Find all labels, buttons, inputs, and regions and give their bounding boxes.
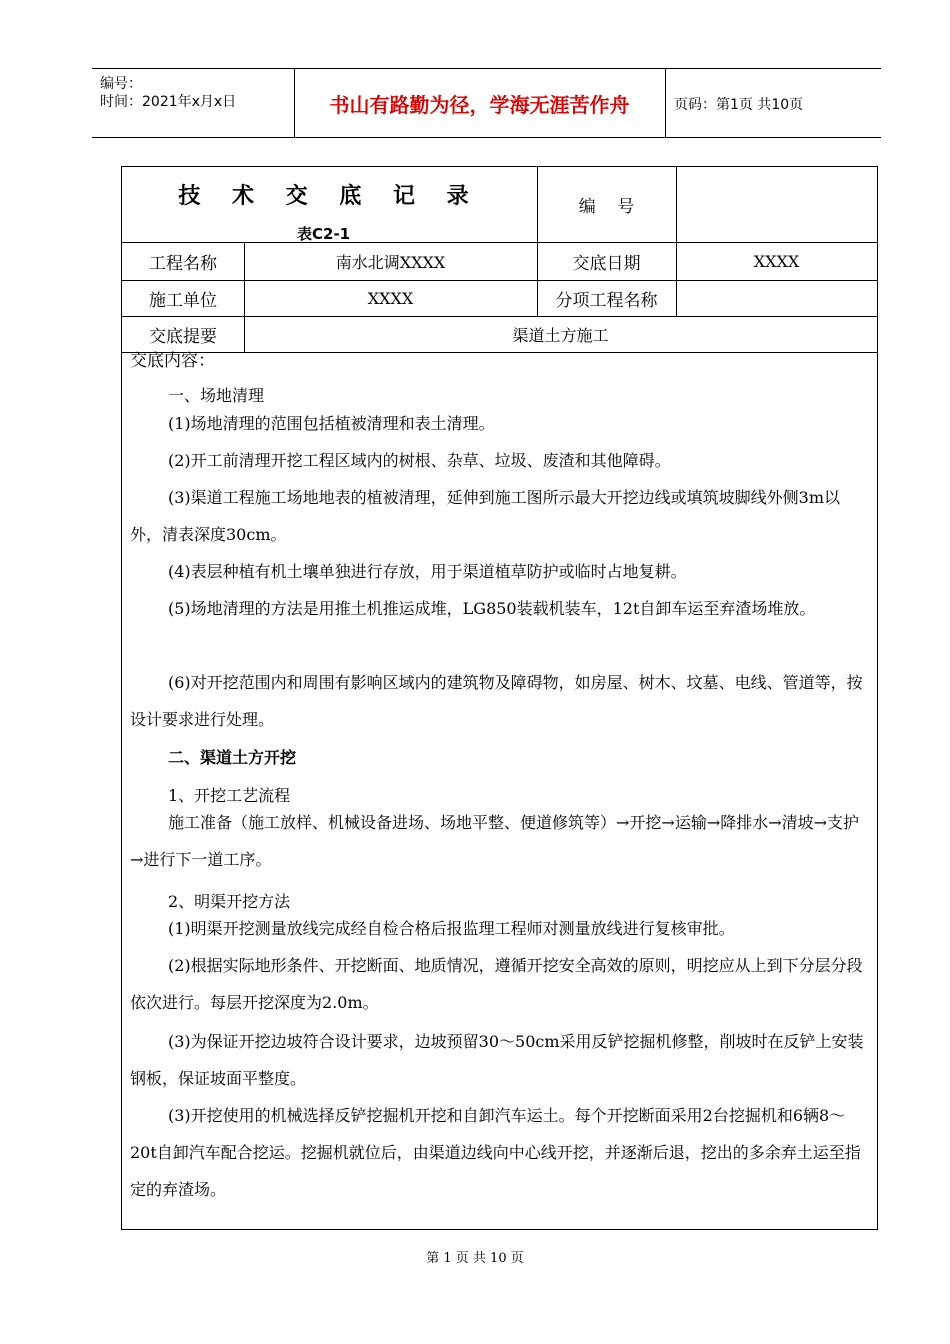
disclosure-form [121, 166, 878, 1230]
subproject-value [676, 280, 877, 316]
content-paragraph: 2、明渠开挖方法 [168, 892, 291, 911]
content-paragraph: (6)对开挖范围内和周围有影响区域内的建筑物及障碍物，如房屋、树木、坟墓、电线、管道等，按设计要求进行处理。 [130, 673, 863, 729]
content-paragraph: 1、开挖工艺流程 [168, 786, 291, 805]
summary-label: 交底提要 [149, 326, 217, 347]
header-number-label: 编号： [100, 76, 142, 92]
project-name-label: 工程名称 [149, 253, 217, 274]
header-page-label: 页码：第1页 共10页 [674, 97, 804, 113]
date-value: XXXX [753, 251, 800, 271]
content-paragraph: (1)明渠开挖测量放线完成经自检合格后报监理工程师对测量放线进行复核审批。 [168, 919, 735, 938]
content-paragraph: (4)表层种植有机土壤单独进行存放，用于渠道植草防护或临时占地复耕。 [168, 562, 687, 581]
content-paragraph: (3)为保证开挖边坡符合设计要求，边坡预留30～50cm采用反铲挖掘机修整，削坡时在反铲上安装钢板，保证坡面平整度。 [130, 1032, 864, 1088]
summary-value: 渠道土方施工 [512, 325, 609, 345]
page-footer: 第 1 页 共 10 页 [426, 1251, 524, 1266]
form-subtitle: 表C2-1 [297, 225, 351, 243]
content-label: 交底内容： [130, 351, 215, 371]
subproject-label: 分项工程名称 [555, 290, 658, 311]
content-paragraph: (2)根据实际地形条件、开挖断面、地质情况，遵循开挖安全高效的原则，明挖应从上到下分层分段依次进行。每层开挖深度为2.0m。 [130, 956, 863, 1012]
content-paragraph: 一、场地清理 [168, 386, 265, 405]
number-value [676, 167, 877, 242]
page-header [92, 68, 881, 138]
content-paragraph: (3)开挖使用的机械选择反铲挖掘机开挖和自卸汽车运土。每个开挖断面采用2台挖掘机和6辆8～20t自卸汽车配合挖运。挖掘机就位后，由渠道边线向中心线开挖，并逐渐后退，挖出的多余弃土运至指定的弃渣场。 [130, 1106, 861, 1199]
content-paragraph: (1)场地清理的范围包括植被清理和表土清理。 [168, 414, 495, 433]
header-divider [665, 69, 666, 137]
project-name-value: 南水北调XXXX [335, 252, 446, 272]
date-label: 交底日期 [572, 253, 641, 274]
content-paragraph: 施工准备（施工放样、机械设备进场、场地平整、便道修筑等）→开挖→运输→降排水→清坡→支护→进行下一道工序。 [130, 813, 860, 869]
unit-label: 施工单位 [149, 290, 217, 311]
number-label: 编 号 [578, 197, 635, 217]
header-time-label: 时间：2021年x月x日 [100, 94, 237, 110]
content-paragraph: (3)渠道工程施工场地地表的植被清理，延伸到施工图所示最大开挖边线或填筑坡脚线外侧3m以外，清表深度30cm。 [130, 488, 841, 544]
section-heading: 二、渠道土方开挖 [168, 748, 297, 767]
unit-value: XXXX [367, 288, 414, 308]
content-paragraph: (2)开工前清理开挖工程区域内的树根、杂草、垃圾、废渣和其他障碍。 [168, 451, 671, 470]
content-paragraph: (5)场地清理的方法是用推土机推运成堆，LG850装载机装车，12t自卸车运至弃渣场堆放。 [168, 599, 816, 618]
header-motto: 书山有路勤为径，学海无涯苦作舟 [329, 92, 630, 117]
header-meta [100, 75, 236, 111]
form-title: 技 术 交 底 记 录 [178, 184, 481, 209]
